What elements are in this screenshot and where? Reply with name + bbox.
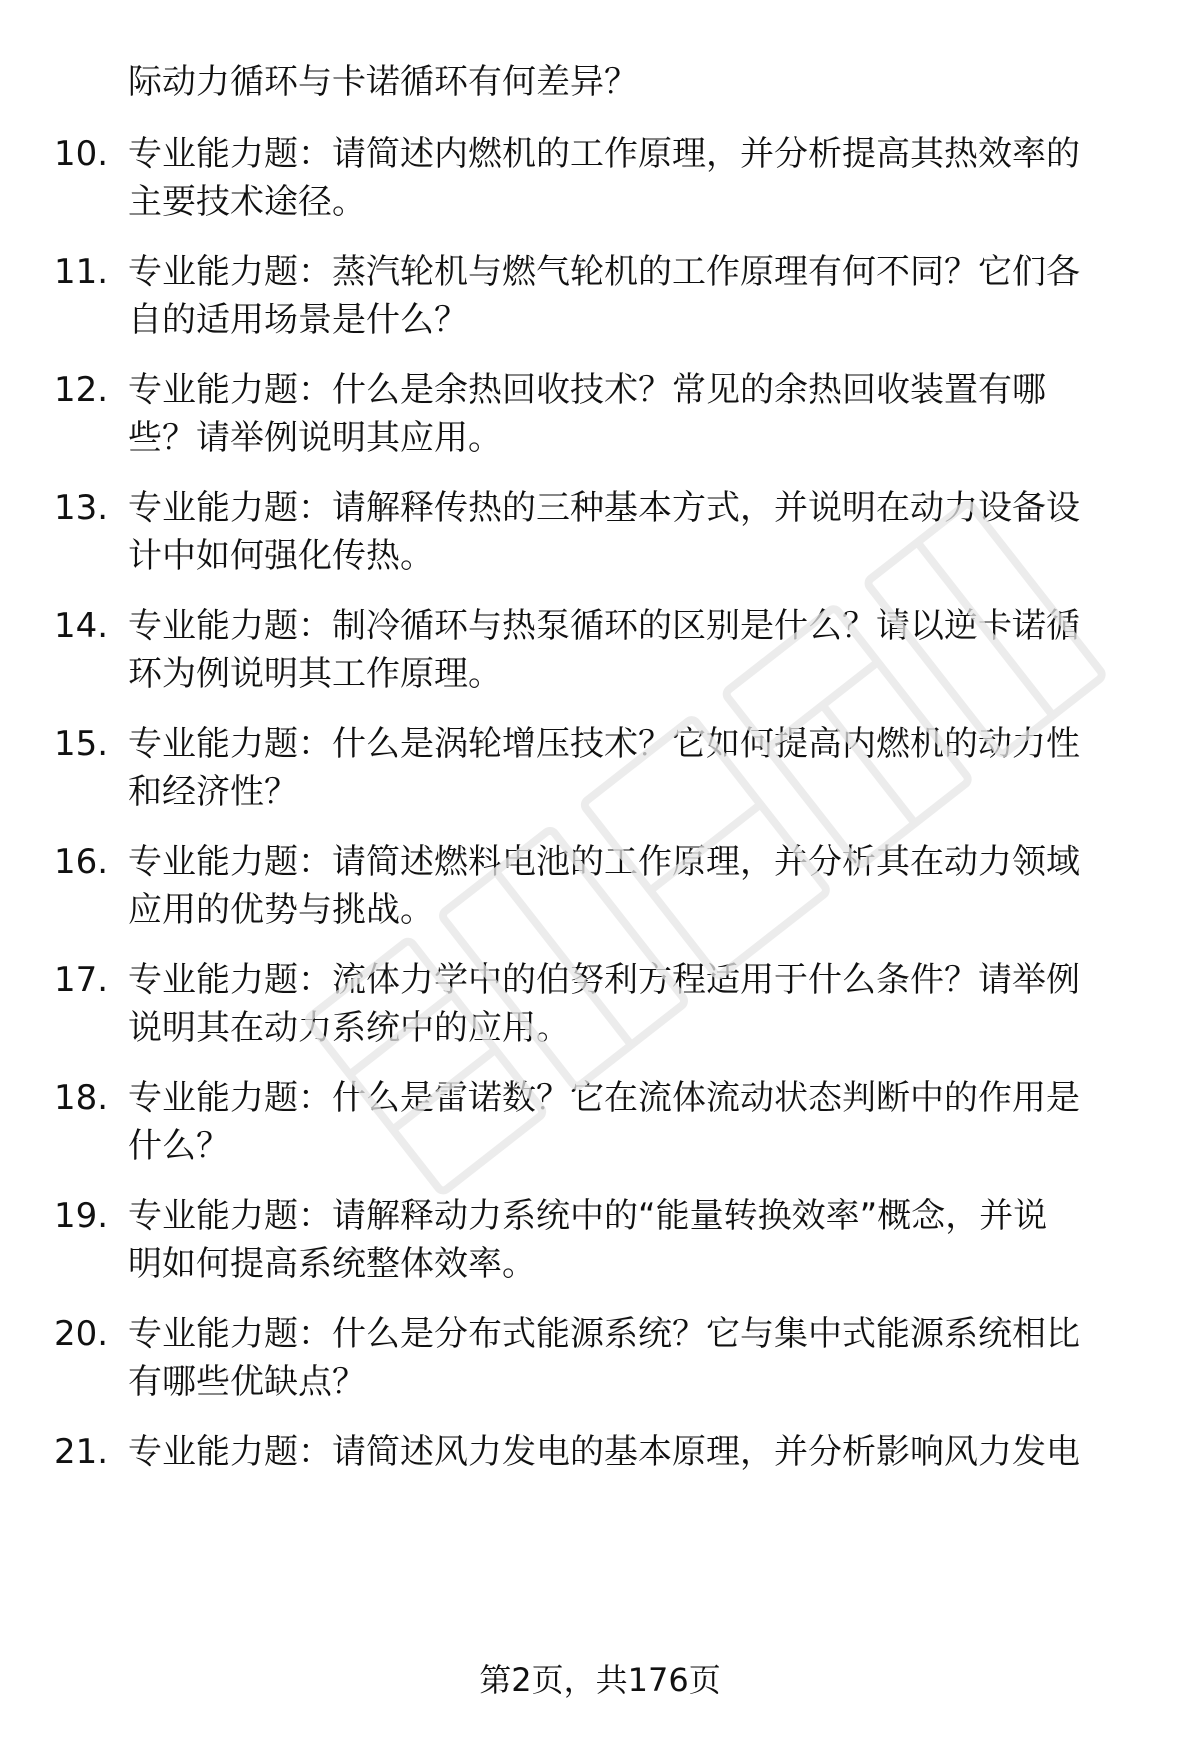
question-item <box>0 248 1200 348</box>
continued-question-text: 际动力循环与卡诺循环有何差异？ <box>128 62 638 102</box>
question-text <box>128 366 1138 462</box>
question-line: 专业能力题：什么是雷诺数？它在流体流动状态判断中的作用是 <box>128 1078 1080 1118</box>
question-text <box>128 130 1138 226</box>
question-text <box>128 838 1138 934</box>
question-text <box>128 720 1138 816</box>
page-number-footer: 第2页，共176页 <box>479 1661 721 1699</box>
question-number: 14. <box>54 606 109 646</box>
question-text <box>128 1192 1138 1288</box>
question-line: 专业能力题：蒸汽轮机与燃气轮机的工作原理有何不同？它们各 <box>128 252 1080 292</box>
question-line: 专业能力题：什么是涡轮增压技术？它如何提高内燃机的动力性 <box>128 724 1080 764</box>
question-line: 自的适用场景是什么？ <box>128 300 468 340</box>
question-item <box>0 956 1200 1056</box>
question-line: 些？请举例说明其应用。 <box>128 418 502 458</box>
question-line: 专业能力题：什么是余热回收技术？常见的余热回收装置有哪 <box>128 370 1046 410</box>
question-number: 16. <box>54 842 109 882</box>
question-item <box>0 602 1200 702</box>
question-line: 什么？ <box>128 1126 230 1166</box>
question-line: 专业能力题：请简述燃料电池的工作原理，并分析其在动力领域 <box>128 842 1080 882</box>
question-line: 专业能力题：请解释传热的三种基本方式，并说明在动力设备设 <box>128 488 1080 528</box>
question-text <box>128 1310 1138 1406</box>
question-line: 环为例说明其工作原理。 <box>128 654 502 694</box>
question-text <box>128 248 1138 344</box>
question-number: 20. <box>54 1314 109 1354</box>
question-line: 计中如何强化传热。 <box>128 536 434 576</box>
question-number: 10. <box>54 134 109 174</box>
question-line: 应用的优势与挑战。 <box>128 890 434 930</box>
question-number: 13. <box>54 488 109 528</box>
question-item <box>0 1192 1200 1292</box>
question-line: 专业能力题：制冷循环与热泵循环的区别是什么？请以逆卡诺循 <box>128 606 1080 646</box>
question-number: 19. <box>54 1196 109 1236</box>
question-text <box>128 484 1138 580</box>
question-item <box>0 130 1200 230</box>
question-number: 15. <box>54 724 109 764</box>
question-item <box>0 838 1200 938</box>
question-line: 和经济性？ <box>128 772 298 812</box>
question-text <box>128 1074 1138 1170</box>
question-number: 21. <box>54 1432 109 1472</box>
question-number: 11. <box>54 252 109 292</box>
question-line: 专业能力题：请简述内燃机的工作原理，并分析提高其热效率的 <box>128 134 1080 174</box>
question-item <box>0 366 1200 466</box>
question-text <box>128 1428 1138 1476</box>
question-number: 12. <box>54 370 109 410</box>
question-line: 明如何提高系统整体效率。 <box>128 1244 536 1284</box>
question-item <box>0 1074 1200 1174</box>
question-line: 专业能力题：请简述风力发电的基本原理，并分析影响风力发电 <box>128 1432 1080 1472</box>
question-item <box>0 720 1200 820</box>
question-line: 专业能力题：什么是分布式能源系统？它与集中式能源系统相比 <box>128 1314 1080 1354</box>
question-line: 主要技术途径。 <box>128 182 366 222</box>
question-text <box>128 602 1138 698</box>
question-item <box>0 1310 1200 1410</box>
question-line: 专业能力题：流体力学中的伯努利方程适用于什么条件？请举例 <box>128 960 1080 1000</box>
question-line: 说明其在动力系统中的应用。 <box>128 1008 570 1048</box>
question-item <box>0 484 1200 584</box>
question-number: 17. <box>54 960 109 1000</box>
question-line: 专业能力题：请解释动力系统中的“能量转换效率”概念，并说 <box>128 1196 1048 1236</box>
question-number: 18. <box>54 1078 109 1118</box>
question-line: 有哪些优缺点？ <box>128 1362 366 1402</box>
question-text <box>128 956 1138 1052</box>
question-item <box>0 1428 1200 1480</box>
